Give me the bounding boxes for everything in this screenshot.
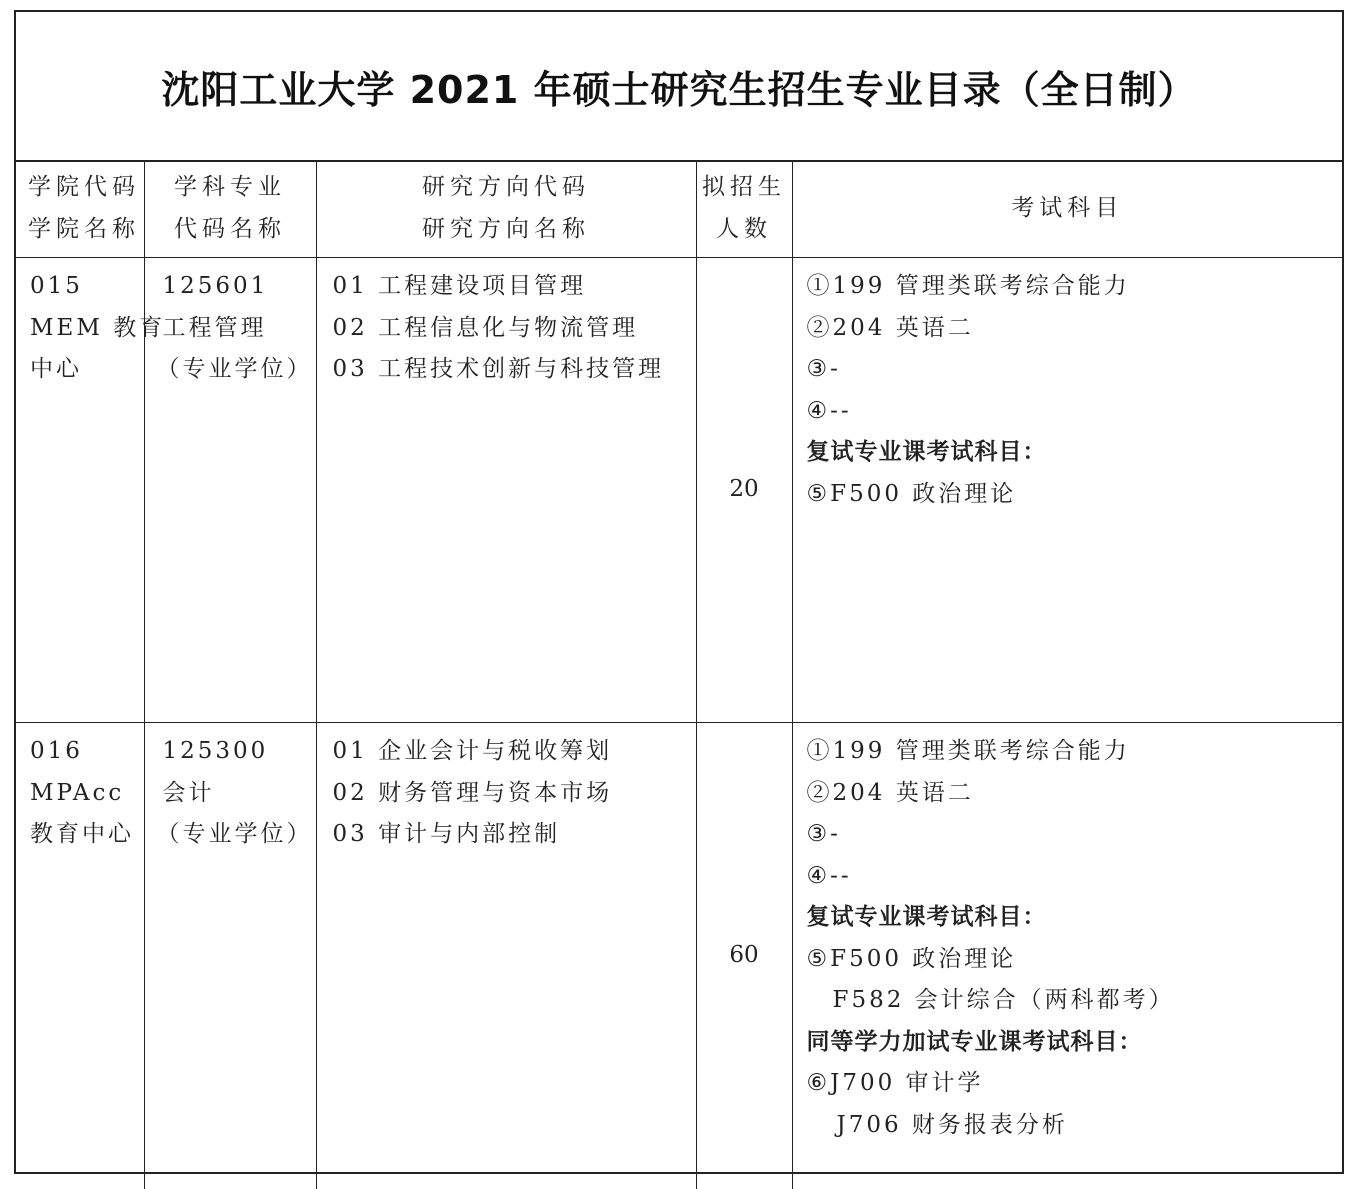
exam-cell bbox=[792, 258, 1342, 723]
header-exam: 考试科目 bbox=[792, 160, 1342, 258]
catalog-table bbox=[16, 160, 1342, 1189]
exam-subject: ②204 英语二 bbox=[807, 773, 1343, 815]
college-cell: 016 MPAcc 教育中心 bbox=[16, 723, 144, 1189]
direction-cell: 01 企业会计与税收筹划 02 财务管理与资本市场 03 审计与内部控制 bbox=[316, 723, 696, 1189]
header-quota: 拟招生 人数 bbox=[696, 160, 792, 258]
exam-subject: ①199 管理类联考综合能力 bbox=[807, 266, 1343, 308]
major-cell: 125601 工程管理 （专业学位） bbox=[144, 258, 316, 723]
exam-cell bbox=[792, 723, 1342, 1189]
header-college: 学院代码 学院名称 bbox=[16, 160, 144, 258]
quota-cell: 20 bbox=[696, 258, 792, 723]
exam-subject: ⑤F500 政治理论 bbox=[807, 474, 1343, 516]
table-row bbox=[16, 258, 1342, 723]
catalog-sheet bbox=[14, 10, 1344, 1174]
exam-subject: ②204 英语二 bbox=[807, 308, 1343, 350]
exam-subject: ④-- bbox=[807, 391, 1343, 433]
exam-subject: ⑥J700 审计学 bbox=[807, 1063, 1343, 1105]
exam-section-heading: 复试专业课考试科目： bbox=[807, 432, 1343, 474]
exam-subject: ①199 管理类联考综合能力 bbox=[807, 731, 1343, 773]
exam-subject: ③- bbox=[807, 814, 1343, 856]
exam-section-heading: 同等学力加试专业课考试科目： bbox=[807, 1022, 1343, 1064]
college-cell: 015 MEM 教育 中心 bbox=[16, 258, 144, 723]
direction-cell: 01 工程建设项目管理 02 工程信息化与物流管理 03 工程技术创新与科技管理 bbox=[316, 258, 696, 723]
exam-subject: ③- bbox=[807, 349, 1343, 391]
major-cell: 125300 会计 （专业学位） bbox=[144, 723, 316, 1189]
table-header-row bbox=[16, 160, 1342, 258]
page-title: 沈阳工业大学 2021 年硕士研究生招生专业目录（全日制） bbox=[16, 12, 1342, 162]
exam-section-heading: 复试专业课考试科目： bbox=[807, 897, 1343, 939]
exam-subject: F582 会计综合（两科都考） bbox=[807, 980, 1343, 1022]
quota-cell: 60 bbox=[696, 723, 792, 1189]
table-row bbox=[16, 723, 1342, 1189]
header-direction: 研究方向代码 研究方向名称 bbox=[316, 160, 696, 258]
exam-subject: ⑤F500 政治理论 bbox=[807, 939, 1343, 981]
header-major: 学科专业 代码名称 bbox=[144, 160, 316, 258]
exam-subject: J706 财务报表分析 bbox=[807, 1105, 1343, 1147]
exam-subject: ④-- bbox=[807, 856, 1343, 898]
